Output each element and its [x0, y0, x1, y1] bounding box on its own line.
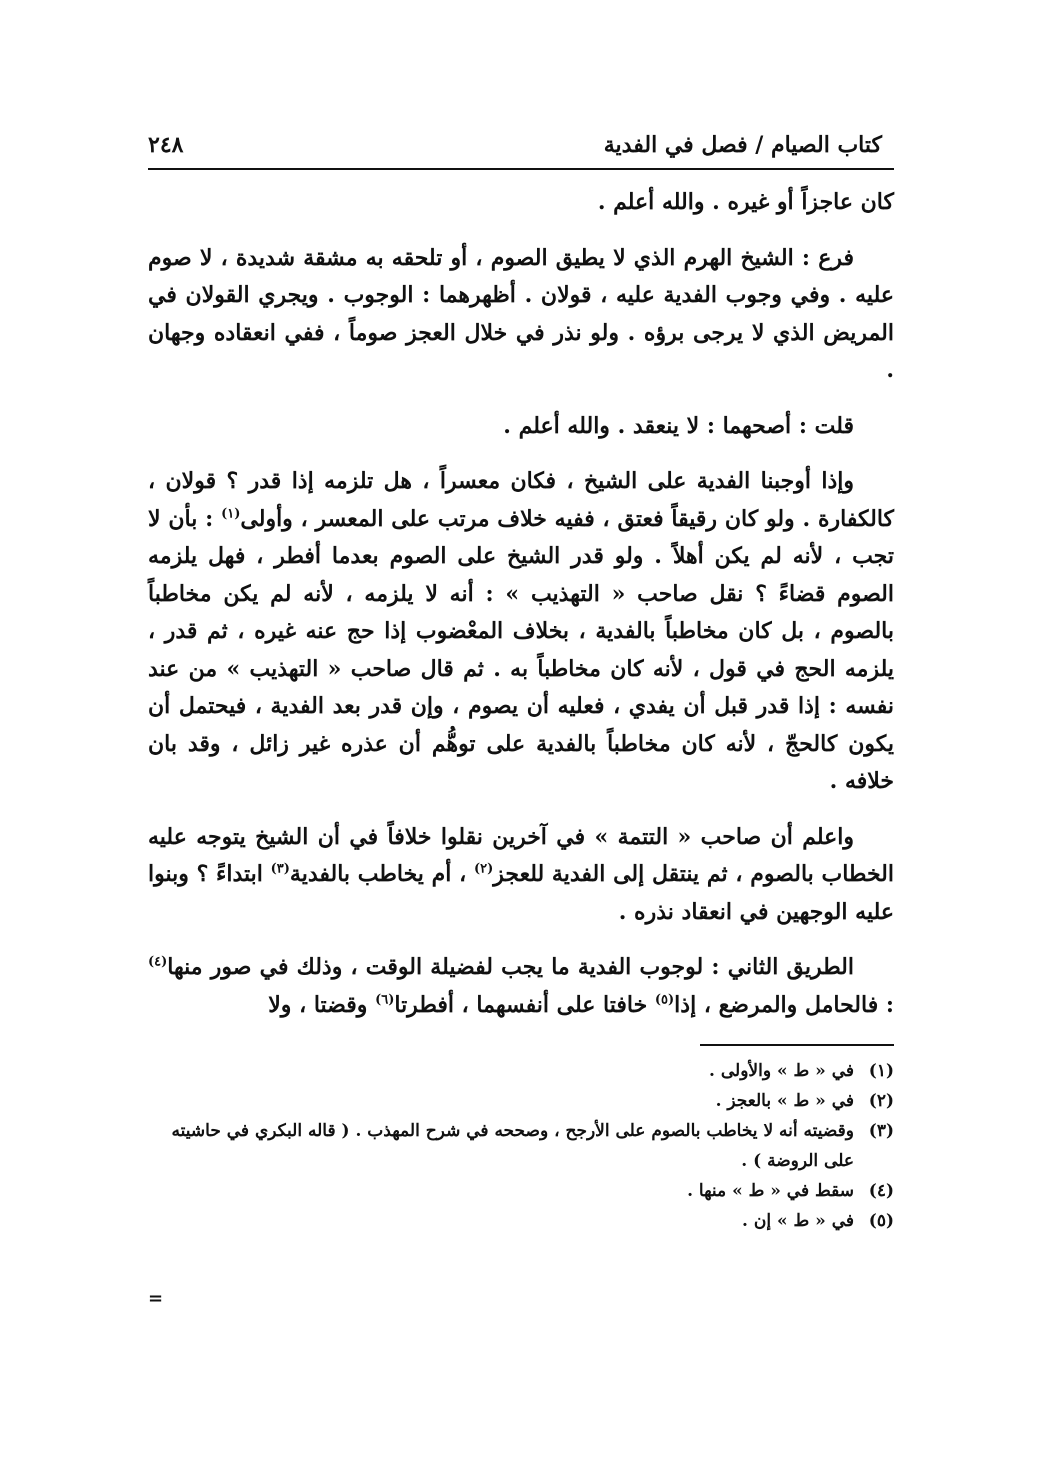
paragraph-text: خافتا على أنفسهما ، أفطرتا — [394, 991, 655, 1018]
footnote-text: سقط في « ط » منها . — [687, 1181, 854, 1201]
footnote-text: في « ط » والأولى . — [709, 1061, 854, 1081]
paragraph-4 — [148, 463, 894, 801]
footnote-ref-3[interactable]: (٣) — [270, 861, 290, 877]
footnote-item — [148, 1056, 894, 1086]
paragraph-6 — [148, 949, 894, 1024]
paragraph-text: ، أم يخاطب بالفدية — [289, 861, 474, 887]
paragraph-1 — [148, 184, 894, 222]
paragraph-text: واعلم أن صاحب « التتمة » في آخرين نقلوا خلافاً في أن الشيخ يتوجه عليه الخطاب بالصوم ، ثم ينتقل إلى الفدية للعجز — [148, 823, 895, 887]
paragraph-text: : بأن لا تجب ، لأنه لم يكن أهلاً . ولو قدر الشيخ على الصوم بعدما أفطر ، فهل يلزمه الصوم قضاءً ؟ نقل صاحب « التهذيب » : أنه لا يلزمه ، لأنه لم يكن مخاطباً بالصوم ، بل كان مخاطباً بالفدية ، بخلاف المعْضوب إذا حج عنه غيره ، ثم قدر ، يلزمه الحج في قول ، لأنه كان مخاطباً به . ثم قال صاحب « التهذيب » من عند نفسه : إذا قدر قبل أن يفدي ، فعليه أن يصوم ، وإن قدر بعد الفدية ، فيحتمل أن يكون كالحجّ ، لأنه كان مخاطباً بالفدية على توهُّم أن عذره غير زائل ، وقد بان خلافه . — [148, 505, 894, 794]
footnote-ref-6[interactable]: (٦) — [375, 992, 395, 1008]
paragraph-lead: فرع : — [801, 244, 855, 271]
paragraph-text: وقضتا ، ولا — [268, 991, 376, 1018]
footnote-divider — [700, 1044, 894, 1046]
footnote-item — [148, 1086, 894, 1116]
paragraph-3 — [148, 408, 894, 446]
paragraph-text: كان عاجزاً أو غيره . والله أعلم . — [597, 189, 894, 215]
paragraph-5 — [148, 819, 894, 932]
footnote-item — [148, 1176, 894, 1206]
footnote-item — [148, 1116, 894, 1176]
paragraph-text: وإذا أوجبنا الفدية على الشيخ ، فكان معسراً ، هل تلزمه إذا قدر ؟ قولان ، كالكفارة . ولو كان رقيقاً فعتق ، ففيه خلاف مرتب على المعسر ، وأولى — [148, 468, 894, 532]
footnotes — [148, 1056, 894, 1236]
footnote-ref-2[interactable]: (٢) — [473, 861, 494, 877]
page-number: ٢٤٨ — [148, 132, 184, 158]
paragraph-text: : فالحامل والمرضع ، إذا — [674, 991, 894, 1018]
footnote-text: وقضيته أنه لا يخاطب بالصوم على الأرجح ، وصححه في شرح المهذب . ( قاله البكري في حاشيته على الروضة ) . — [171, 1121, 854, 1171]
footnote-text: في « ط » بالعجز . — [715, 1091, 854, 1111]
paragraph-text: ابتداءً ؟ وبنوا عليه الوجهين في انعقاد نذره . — [148, 861, 894, 925]
footnote-number: (٥) — [868, 1211, 894, 1231]
paragraph-lead: الطريق الثاني : — [711, 954, 854, 980]
paragraph-text: لوجوب الفدية ما يجب لفضيلة الوقت ، وذلك في صور منها — [167, 954, 712, 980]
continuation-mark: = — [148, 1288, 164, 1309]
running-title: كتاب الصيام / فصل في الفدية — [603, 132, 882, 158]
footnote-item — [148, 1206, 894, 1236]
footnote-number: (١) — [868, 1061, 894, 1081]
footnote-number: (٤) — [868, 1181, 894, 1201]
page-header — [148, 128, 894, 170]
footnote-text: في « ط » إن . — [742, 1211, 854, 1231]
footnote-ref-4[interactable]: (٤) — [148, 954, 168, 970]
main-text — [148, 184, 894, 1024]
paragraph-2 — [148, 240, 894, 390]
footnote-ref-5[interactable]: (٥) — [654, 992, 675, 1008]
footnote-number: (٢) — [868, 1091, 894, 1111]
paragraph-text: قلت : أصحهما : لا ينعقد . والله أعلم . — [503, 412, 854, 439]
paragraph-text: الشيخ الهرم الذي لا يطيق الصوم ، أو تلحقه به مشقة شديدة ، لا صوم عليه . وفي وجوب الفدية عليه ، قولان . أظهرهما : الوجوب . ويجري القولان في المريض الذي لا يرجى برؤه . ولو نذر في خلال العجز صوماً ، ففي انعقاده وجهان . — [148, 244, 894, 383]
footnote-ref-1[interactable]: (١) — [221, 506, 241, 522]
book-page — [148, 128, 894, 1308]
footnote-number: (٣) — [868, 1121, 894, 1141]
